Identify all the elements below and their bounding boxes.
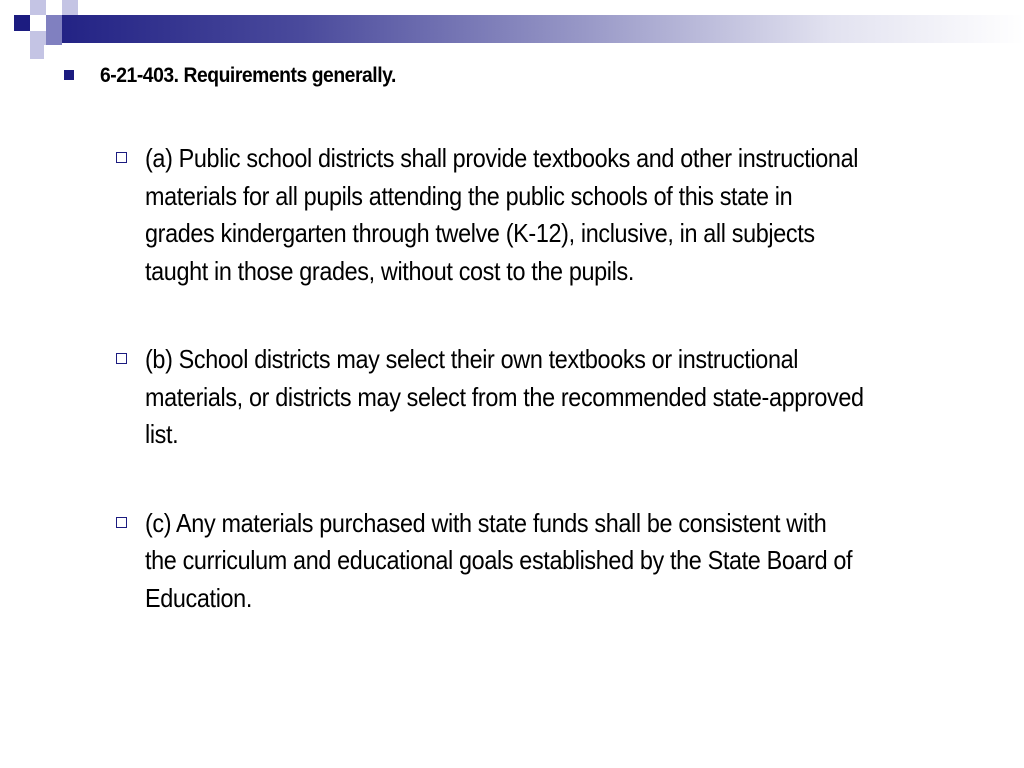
decor-square bbox=[30, 45, 44, 59]
decor-square bbox=[62, 0, 78, 15]
heading-row bbox=[64, 62, 964, 90]
list-item bbox=[116, 341, 996, 454]
slide-heading: 6-21-403. Requirements generally. bbox=[100, 64, 396, 87]
sub-bullet-list bbox=[116, 140, 996, 668]
list-item-text: (b) School districts may select their own textbooks or instructional materials, or districts may select from the recommended state-approved list. bbox=[145, 344, 864, 449]
square-bullet-icon bbox=[64, 70, 74, 80]
hollow-square-bullet-icon bbox=[116, 353, 127, 364]
decor-square bbox=[46, 15, 62, 31]
list-item-text: (a) Public school districts shall provide textbooks and other instructional materials for all pupils attending the public schools of this state in grades kindergarten through twelve (K-12), inclusive, in all subjects taught in those grades, without cost to the pupils. bbox=[145, 143, 859, 286]
header-gradient-band bbox=[62, 15, 1024, 43]
list-item bbox=[116, 140, 996, 290]
decor-square bbox=[30, 31, 46, 45]
hollow-square-bullet-icon bbox=[116, 152, 127, 163]
decor-square bbox=[46, 31, 62, 45]
hollow-square-bullet-icon bbox=[116, 517, 127, 528]
decor-square bbox=[14, 15, 30, 31]
list-item bbox=[116, 505, 996, 618]
list-item-text: (c) Any materials purchased with state funds shall be consistent with the curriculum and educational goals established by the State Board of Education. bbox=[145, 507, 853, 613]
decor-square bbox=[30, 0, 46, 15]
